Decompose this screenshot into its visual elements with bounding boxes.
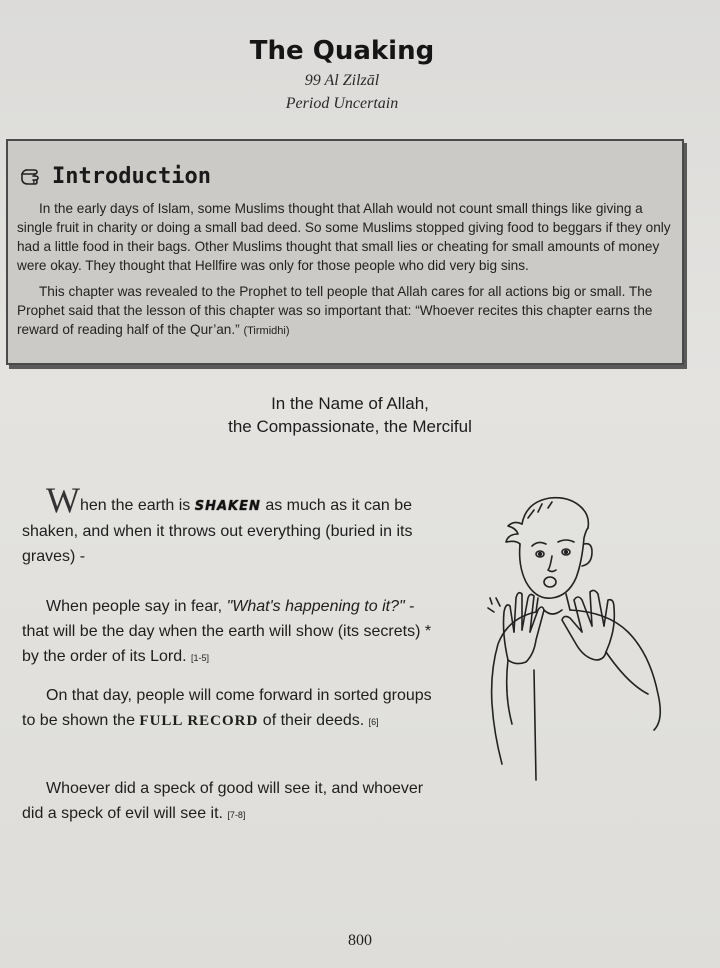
verse-3-reference: [6] [368,717,379,727]
introduction-box [6,139,684,365]
revelation-period: Period Uncertain [285,95,399,112]
chapter-title: The Quaking [249,36,435,66]
surah-reference: 99 Al Zilzāl [304,72,380,89]
verse-3-text-a: On that day, people will come forward in sorted groups to be shown the [22,687,432,729]
verse-1-text-a: hen the earth is [79,497,195,514]
drop-cap-letter: W [46,480,80,520]
verse-2-text-a: When people say in fear, [46,598,227,615]
verse-paragraph-2 [22,594,442,671]
intro-paragraph-2 [17,282,677,341]
introduction-title: Introduction [52,163,211,189]
intro-paragraph-1: In the early days of Islam, some Muslims thought that Allah would not count small things like giving a single fruit in charity or doing a small bad deed. So some Muslims stopped giving food to beggars if they only had a little food in their bags. Other Muslims thought that small lies or cheating for small amounts of money were okay. They thought that Hellfire was only for those people who did very big sins. [17,201,671,273]
verse-paragraph-4 [22,776,442,828]
verse-2-text-b: - that will be the day when the earth will show (its secrets) * by the order of its Lord. [22,598,432,665]
shaken-emphasis: SHAKEN [194,499,261,514]
basmala-line-2: the Compassionate, the Merciful [228,417,472,436]
full-record-emphasis: FULL RECORD [139,713,259,729]
verse-3-text-b: of their deeds. [258,712,369,729]
verse-2-quote: "What's happening to it?" [226,598,405,615]
introduction-heading [20,161,211,191]
verse-paragraph-3 [22,683,442,735]
pointing-hand-icon [20,165,44,187]
page-number: 800 [348,932,372,949]
basmala [170,392,530,438]
verse-4-text-a: Whoever did a speck of good will see it, and whoever did a speck of evil will see it. [22,780,424,822]
intro-paragraph-2-text: This chapter was revealed to the Prophet to tell people that Allah cares for all actions big or small. The Prophet said that the lesson of this chapter was so important that: “Whoever recites this chapter earns the reward of reading half of the Qur’an.” [17,284,653,337]
frightened-man-illustration [478,494,674,784]
verse-2-reference: [1-5] [190,653,209,663]
intro-citation: (Tirmidhi) [243,325,290,337]
verse-4-reference: [7-8] [227,810,246,820]
introduction-text [17,199,677,348]
verse-1-text-b: as much as it can be shaken, and when it throws out everything (buried in its graves) - [22,497,413,565]
verse-paragraph-1 [22,480,442,569]
basmala-line-1: In the Name of Allah, [271,394,429,413]
